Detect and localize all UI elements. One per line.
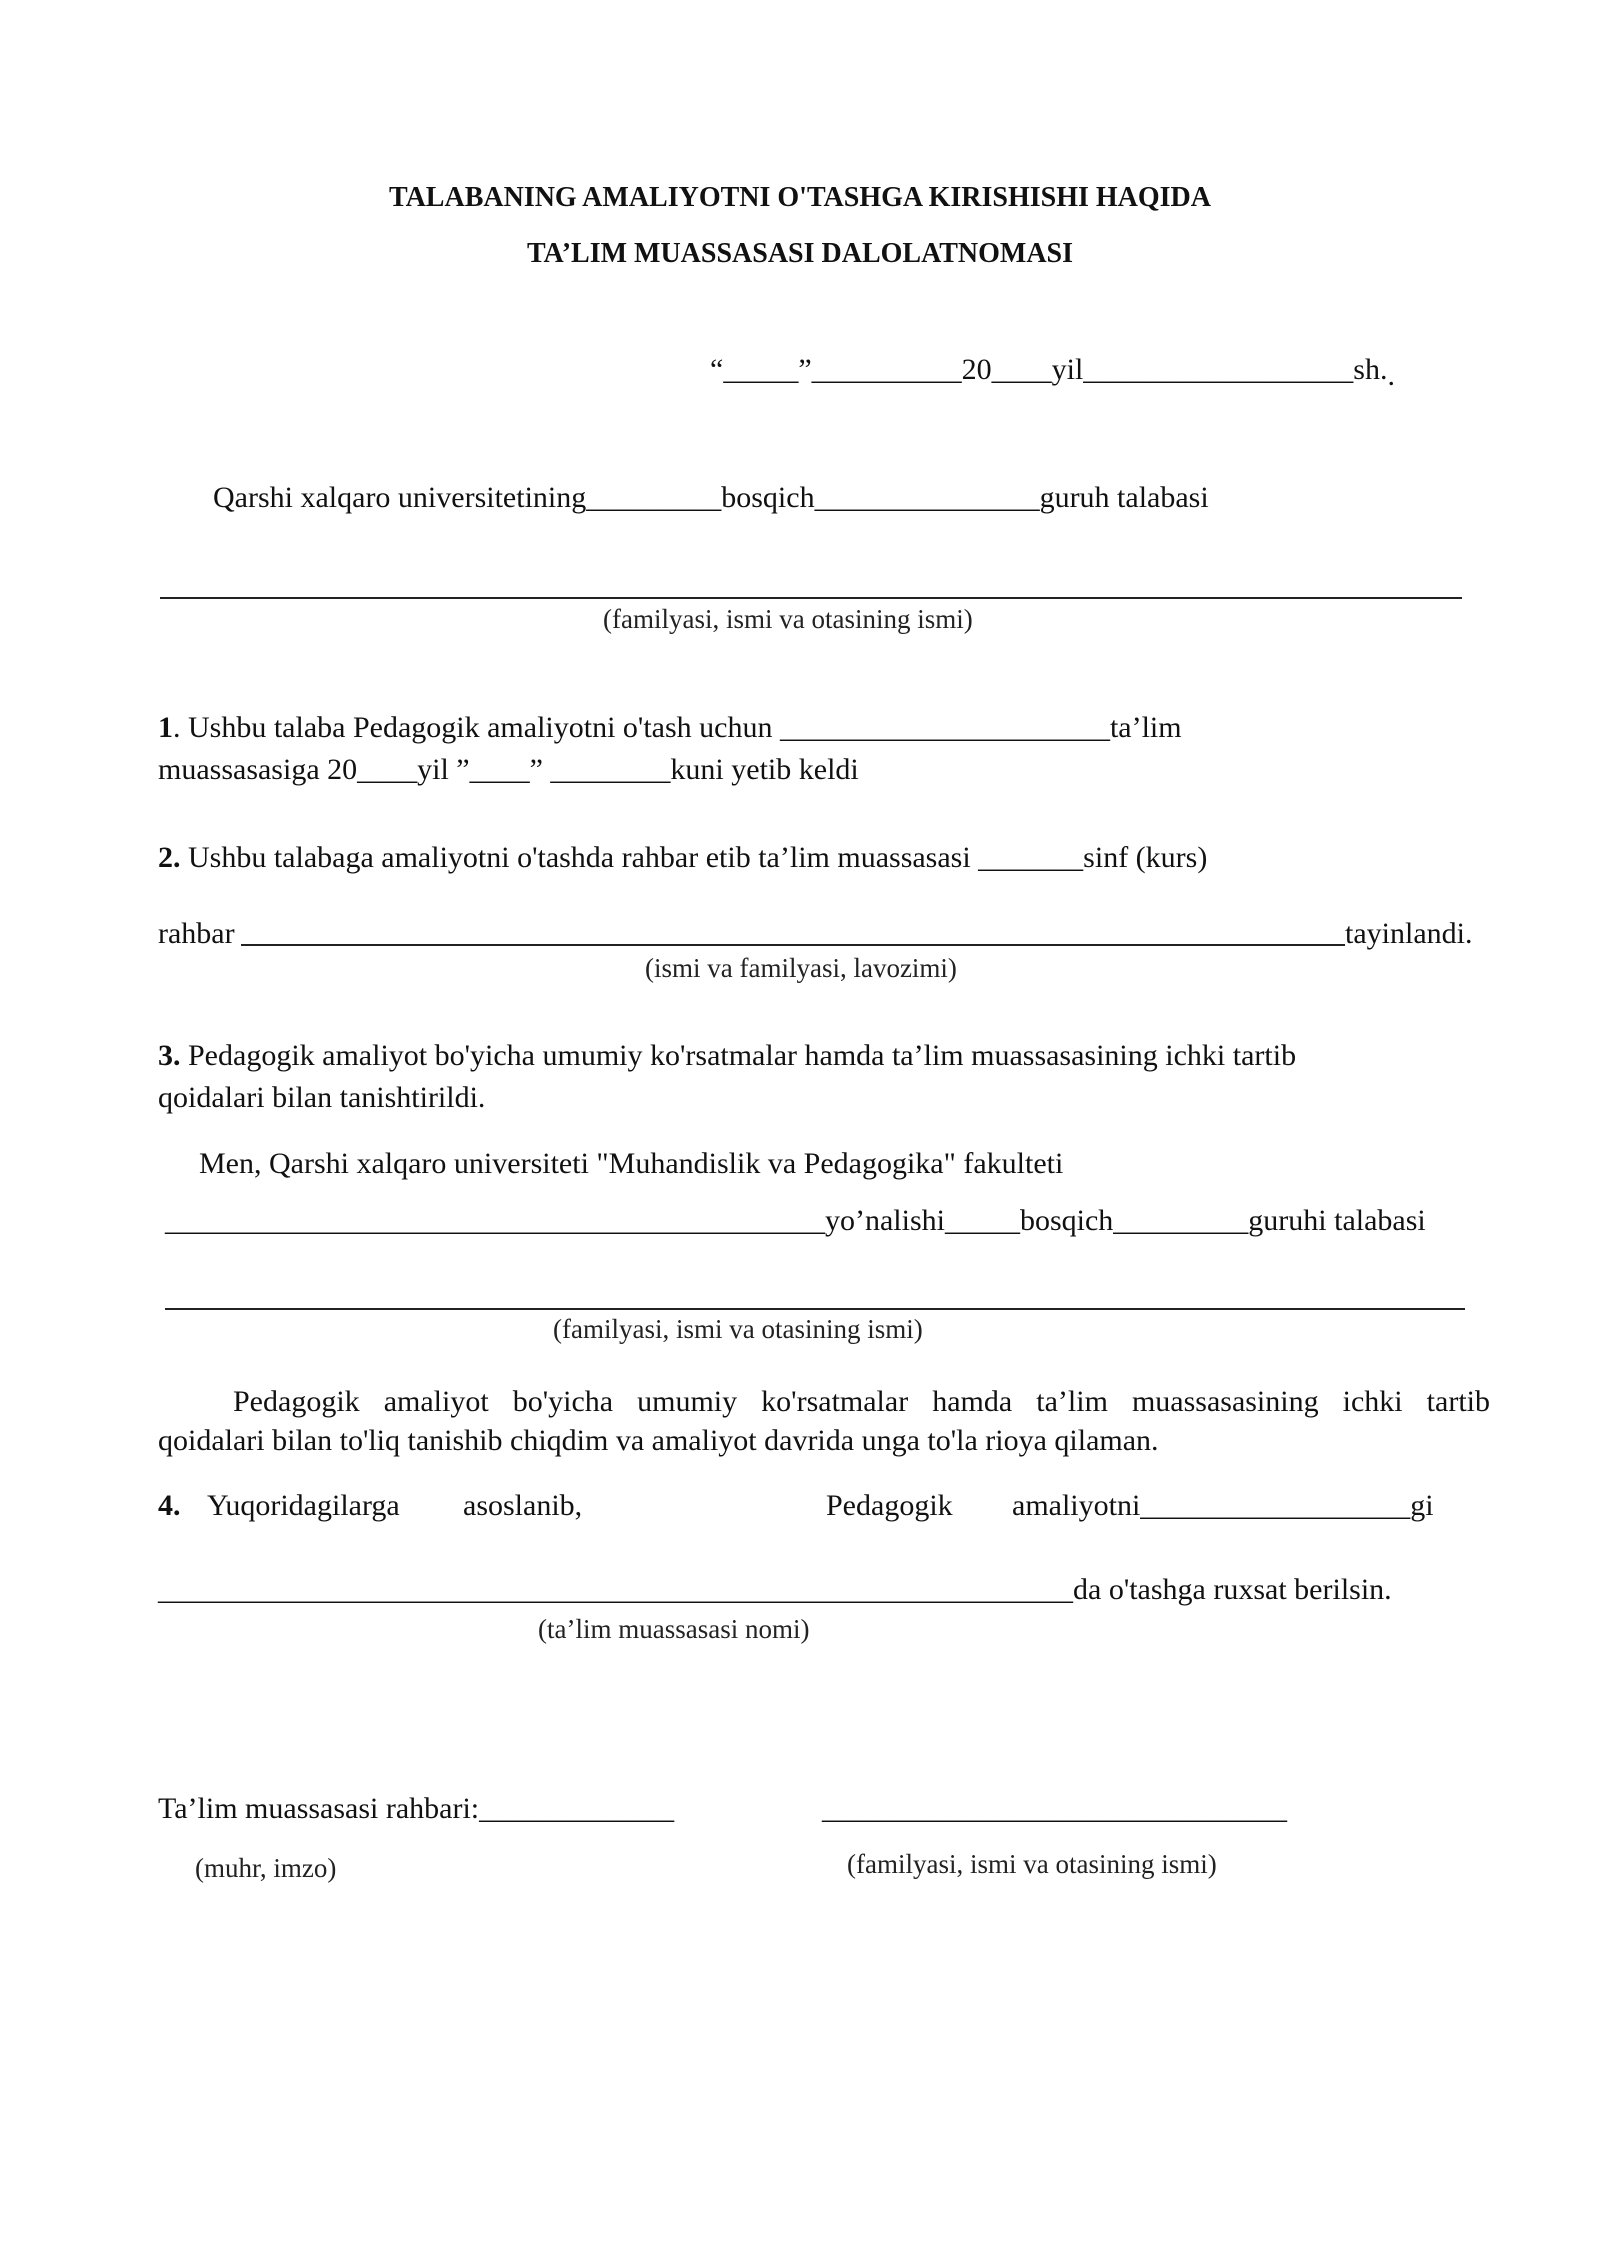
- statement-paragraph-line2: qoidalari bilan to'liq tanishib chiqdim va amaliyot davrida unga to'la rioya qilaman.: [158, 1424, 1159, 1457]
- item1-line2: muassasasiga 20____yil ”____” ________kuni yetib keldi: [158, 753, 859, 786]
- signature-name-blank: _______________________________: [822, 1792, 1287, 1825]
- item2-caption: (ismi va familyasi, lavozimi): [645, 953, 957, 983]
- item4-line2: _____________________________________________________________da o'tashga ruxsat berilsin.: [158, 1573, 1392, 1606]
- date-line: [710, 352, 1395, 392]
- item2-line1: [158, 840, 1207, 876]
- item4-number: 4.: [158, 1489, 181, 1522]
- item4-word2: asoslanib,: [463, 1489, 583, 1522]
- date-fields: “_____”__________20____yil__________________sh.: [710, 353, 1388, 386]
- intro-line: Qarshi xalqaro universitetining_________bosqich_______________guruh talabasi: [213, 481, 1209, 514]
- signature-stamp-caption: (muhr, imzo): [195, 1853, 337, 1883]
- document-title-line1: TALABANING AMALIYOTNI O'TASHGA KIRISHISHI HAQIDA: [388, 182, 1211, 213]
- signature-name-caption: (familyasi, ismi va otasining ismi): [847, 1849, 1217, 1879]
- rahbar-blank: [241, 944, 1345, 946]
- statement-line2: ____________________________________________yo’nalishi_____bosqich_________guruhi talabasi: [165, 1204, 1426, 1237]
- fullname-blank-2: [165, 1308, 1465, 1310]
- item4-word4: amaliyotni__________________gi: [1012, 1489, 1434, 1522]
- item4-word1: Yuqoridagilarga: [207, 1489, 400, 1522]
- item1-number: 1: [158, 711, 173, 744]
- item2-number: 2.: [158, 841, 181, 874]
- item4-caption: (ta’lim muassasasi nomi): [538, 1614, 810, 1644]
- item2-text: Ushbu talabaga amaliyotni o'tashda rahbar etib ta’lim muassasasi _______sinf (kurs): [180, 841, 1208, 874]
- item2-rahbar-label: rahbar: [158, 917, 235, 950]
- item2-appointed: tayinlandi.: [1345, 917, 1473, 950]
- item3-line1: [158, 1038, 1296, 1074]
- fullname-caption-1: (familyasi, ismi va otasining ismi): [603, 604, 973, 634]
- item1-line1: [158, 710, 1182, 746]
- statement-line1: Men, Qarshi xalqaro universiteti "Muhandislik va Pedagogika" fakulteti: [199, 1147, 1064, 1180]
- item3-line2: qoidalari bilan tanishtirildi.: [158, 1081, 486, 1114]
- statement-paragraph-line1: Pedagogik amaliyot bo'yicha umumiy ko'rsatmalar hamda ta’lim muassasasining ichki tartib: [233, 1385, 1490, 1418]
- item3-text: Pedagogik amaliyot bo'yicha umumiy ko'rsatmalar hamda ta’lim muassasasining ichki tartib: [180, 1039, 1297, 1072]
- date-dot: .: [1387, 359, 1395, 392]
- signature-label: Ta’lim muassasasi rahbari:_____________: [158, 1792, 675, 1825]
- item4-word3: Pedagogik: [826, 1489, 953, 1522]
- item1-text: . Ushbu talaba Pedagogik amaliyotni o'tash uchun ______________________ta’lim: [173, 711, 1182, 744]
- item3-number: 3.: [158, 1039, 181, 1072]
- fullname-blank-1: [160, 597, 1462, 599]
- document-title-line2: TA’LIM MUASSASASI DALOLATNOMASI: [526, 238, 1074, 269]
- fullname-caption-2: (familyasi, ismi va otasining ismi): [553, 1314, 923, 1344]
